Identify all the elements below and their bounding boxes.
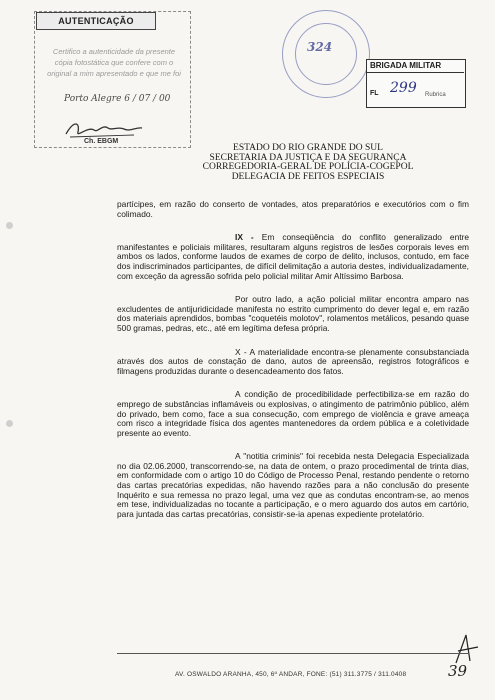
paragraph: Por outro lado, a ação policial militar encontra amparo nas excludentes de antijuridicidade manifesta no estrito cumprimento do dever legal e, em razão dos materiais aprendidos, bombas "coquetéis molotov", rolamentos metálicos, pesando quase 500 gramas, pedras, etc., até em legítima defesa própria.	[117, 294, 469, 333]
authentication-stamp-text: Certifico a autenticidade da presente cópia fotostática que confere com o original a mim apresentado e que me foi	[47, 47, 181, 78]
paragraph: A condição de procedibilidade perfectibiliza-se em razão do emprego de substâncias inflamáveis ou explosivas, o atingimento de patrimônio público, além do privado, bem como, face a sua consecução, com emprego de violência e grave ameaça com risco a integridade física dos agentes mantenedores da ordem pública e a coletividade presente ao evento.	[117, 389, 469, 438]
letterhead-line: ESTADO DO RIO GRANDE DO SUL	[233, 143, 383, 153]
paragraph: IX - Em conseqüência do conflito generalizado entre manifestantes e policiais militares, resultaram alguns registros de lesões corporais leves em ambos os lados, conforme laudos de exames de corpo de delito, inclusos, contudo, em face dos indiscriminados participantes, de difícil delimitação a autoria destes, individualizadamente, com exceção da agressão sofrida pelo policial militar Amir Altíssimo Barbosa.	[117, 232, 470, 281]
section-number: X	[235, 346, 241, 357]
signature	[64, 118, 144, 140]
authentication-signer: Ch. EBGM	[84, 138, 119, 145]
margin-signature	[452, 633, 482, 665]
folio-rubric: Rubrica	[425, 92, 446, 98]
page-number: 39	[448, 662, 468, 680]
official-seal	[282, 10, 370, 98]
footer-address: AV. OSWALDO ARANHA, 450, 6º ANDAR, FONE: (51) 311.3775 / 311.0408	[175, 671, 407, 678]
seal-number: 324	[307, 40, 333, 54]
letterhead	[178, 144, 438, 182]
letterhead-line: DELEGACIA DE FEITOS ESPECIAIS	[231, 171, 385, 182]
folio-label: FL	[370, 90, 379, 97]
paragraph: partícipes, em razão do conserto de vontades, atos preparatórios e executórios com o fim colimado.	[117, 199, 469, 219]
punch-hole	[6, 222, 13, 229]
footer-divider	[117, 653, 469, 654]
letterhead-line: CORREGEDORIA-GERAL DE POLÍCIA-COGEPOL	[202, 162, 414, 173]
folio-number: 299	[390, 80, 417, 96]
section-number: IX -	[235, 232, 254, 243]
punch-hole	[6, 420, 13, 427]
document-body	[117, 200, 469, 519]
brigada-title: BRIGADA MILITAR	[366, 59, 464, 73]
letterhead-line: SECRETARIA DA JUSTIÇA E DA SEGURANÇA	[209, 152, 407, 163]
authentication-stamp-title: AUTENTICAÇÃO	[36, 12, 156, 30]
paragraph: X - A materialidade encontra-se plenamente consubstanciada através dos autos de constação de dano, autos de apreensão, registros fotográficos e filmagens produzidas durante o desencadeamento dos fatos.	[117, 346, 469, 376]
authentication-date: Porto Alegre 6 / 07 / 00	[64, 94, 171, 104]
paragraph: A "notitia criminis" foi recebida nesta Delegacia Especializada no dia 02.06.2000, transcorrendo-se, na data de ontem, o prazo procedimental de trinta dias, em conformidade com o artigo 10 do Código de Processo Penal, restando pendente o retorno das cartas precatórias expedidas, não havendo razões para a não conclusão do presente Inquérito e sua remessa no prazo legal, uma vez que as condutas encontram-se, ao menos em tese, individualizadas no tocante a participação, e o mero aguardo dos autos em cartório, para juntada das cartas precatórias, consistir-se-ia apenas expediente protelatório.	[117, 451, 469, 519]
